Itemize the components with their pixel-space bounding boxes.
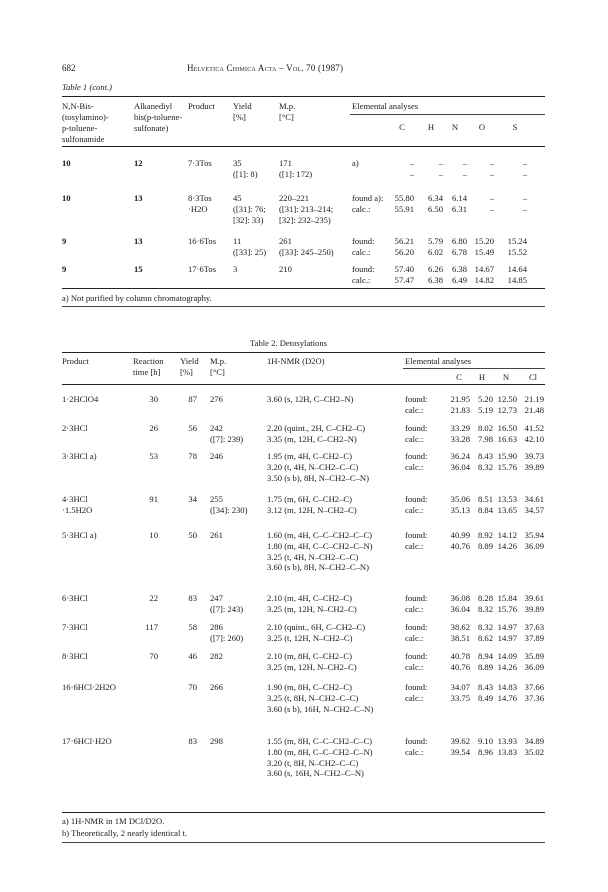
- table1-row-2-product-line-0: 16·6Tos: [188, 236, 217, 246]
- table2-row-6-calc-1: 8.62: [477, 632, 493, 643]
- table2-row-9-calc-2: 13.83: [497, 746, 517, 757]
- table2-row-0-calc-3: 21.48: [524, 404, 544, 415]
- table2-row-5-found-label: found:: [405, 593, 428, 603]
- table1-row-2-yield-line-0: 11: [233, 236, 242, 246]
- table2-row-0-product-line-0: 1·2HClO4: [62, 394, 99, 404]
- table2-footnote-b: b) Theoretically, 2 nearly identical t.: [62, 828, 188, 838]
- table1-row-3-ea-0-1: 6.26: [427, 264, 443, 274]
- table1-row-1-product-line-0: 8·3Tos: [188, 193, 212, 203]
- table1-row-2-yield-line-1: ([33]: 25): [233, 247, 267, 257]
- table2-row-7-found-1: 8.94: [477, 651, 493, 661]
- page-number: 682: [62, 63, 76, 73]
- table2-row-6-product-line-0: 7·3HCl: [62, 622, 88, 632]
- table2-row-9-found-label: found:: [405, 736, 428, 746]
- table1-row-1-ea-label-line-1: calc.:: [352, 204, 371, 214]
- table1-row-3-ea-1-1: 6.38: [427, 275, 443, 285]
- table1-row-3-ea-1-0: 57.47: [394, 275, 414, 285]
- table2-col-nmr-header: 1H-NMR (D2O): [267, 356, 325, 366]
- table2-row-2-calc-0: 36.04: [450, 461, 470, 472]
- table2-element-header-Cl: Cl: [528, 372, 538, 382]
- table2-row-2-mp-line-0: 246: [210, 451, 223, 461]
- table2-row-4-found-label: found:: [405, 530, 428, 540]
- table2-row-5-time: 22: [149, 593, 158, 603]
- table2-row-3-nmr-line-1: 3.12 (m, 12H, N–CH2–C): [267, 504, 357, 515]
- table1-row-1-product-line-1: ·H2O: [188, 204, 208, 214]
- table1-row-2-ea-0-0: 56.21: [394, 236, 414, 246]
- table2-row-0-found-1: 5.20: [477, 394, 493, 404]
- table1-row-2-sulfonamide: 9: [62, 236, 67, 246]
- table2-row-3-product-line-1: ·1.5H2O: [62, 504, 93, 515]
- table2-row-0-found-3: 21.19: [524, 394, 544, 404]
- table2-row-4-calc-label: calc.:: [405, 540, 424, 551]
- table2-row-2-nmr-line-1: 3.20 (t, 4H, N–CH2–C–C): [267, 461, 359, 472]
- table2-row-2-product-line-0: 3·3HCl a): [62, 451, 97, 461]
- table2-row-3-found-1: 8.51: [477, 494, 493, 504]
- table2-row-7-found-label: found:: [405, 651, 428, 661]
- table1-row-1-ea-label-line-0: found a):: [352, 193, 384, 203]
- table1-row-3-ea-1-4: 14.85: [507, 275, 527, 285]
- table2-row-5-yield: 83: [188, 593, 197, 603]
- table2-row-6-found-2: 14.97: [497, 622, 517, 632]
- table2-row-6-mp-line-0: 286: [210, 622, 223, 632]
- table2-row-2-calc-label: calc.:: [405, 461, 424, 472]
- table2-row-7-calc-0: 40.76: [450, 661, 470, 672]
- table1-row-3-yield-line-0: 3: [233, 264, 238, 274]
- table1-row-2-ea-1-1: 6.02: [427, 247, 443, 257]
- table2-row-9-nmr-line-2: 3.20 (t, 8H, N–CH2–C–C): [267, 757, 359, 768]
- table2-row-2-found-label: found:: [405, 451, 428, 461]
- table2-col-yield-header-line-0: Yield: [180, 356, 199, 366]
- table2-row-8-yield: 70: [188, 682, 197, 692]
- table2-row-9-found-3: 34.89: [524, 736, 544, 746]
- table2-row-3-found-3: 34.61: [524, 494, 544, 504]
- table1-col-sulfonamide-header-line-3: sulfonamide: [62, 134, 105, 144]
- table2-row-1-time: 26: [149, 423, 158, 433]
- table1-row-3-ea-label-line-1: calc.:: [352, 275, 371, 285]
- table1-row-1-ea-1-0: 55.91: [394, 204, 414, 214]
- table2-row-8-found-2: 14.83: [497, 682, 517, 692]
- table2-row-8-calc-0: 33.75: [450, 692, 470, 703]
- table2-row-8-calc-label: calc.:: [405, 692, 424, 703]
- table2-row-4-calc-3: 36.09: [524, 540, 544, 551]
- table1-row-0-ea-1-1: –: [438, 169, 443, 179]
- table2-row-0-found-0: 21.95: [450, 394, 470, 404]
- table2-row-9-nmr-line-3: 3.60 (s, 16H, N–CH2–C–N): [267, 768, 364, 779]
- table2-row-8-nmr-line-0: 1.90 (m, 8H, C–CH2–C): [267, 682, 352, 692]
- table1-row-2-ea-1-2: 6.78: [451, 247, 467, 257]
- table1-row-0-ea-0-0: –: [409, 158, 414, 168]
- table2-footnote-rule: [62, 842, 545, 843]
- table2-row-7-nmr-line-0: 2.10 (m, 8H, C–CH2–C): [267, 651, 352, 661]
- table2-row-9-yield: 83: [188, 736, 197, 746]
- table2-row-6-calc-3: 37.89: [524, 632, 544, 643]
- table1-row-1-ea-0-1: 6.34: [427, 193, 443, 203]
- table2-row-5-nmr-line-1: 3.25 (m, 12H, N–CH2–C): [267, 603, 357, 614]
- table2-row-6-calc-2: 14.97: [497, 632, 517, 643]
- table2-row-2-found-2: 15.90: [497, 451, 517, 461]
- table2-row-7-calc-1: 8.89: [477, 661, 493, 672]
- table1-footnote: a) Not purified by column chromatography.: [62, 293, 212, 303]
- table1-row-2-mp-line-0: 261: [279, 236, 292, 246]
- table2-row-8-calc-2: 14.76: [497, 692, 517, 703]
- table2-row-4-calc-1: 8.89: [477, 540, 493, 551]
- table2-row-8-found-3: 37.66: [524, 682, 544, 692]
- table1-row-0-ea-1-4: –: [522, 169, 527, 179]
- table1-row-1-yield-line-2: [32]: 33): [233, 215, 264, 225]
- table1-caption: Table 1 (cont.): [62, 82, 113, 92]
- table1-col-alkanediyl-header-line-0: Alkanediyl: [134, 101, 173, 111]
- table1-row-3-ea-0-0: 57.40: [394, 264, 414, 274]
- table2-row-6-yield: 58: [188, 622, 197, 632]
- table2-row-2-found-3: 39.73: [524, 451, 544, 461]
- table2-row-1-mp-line-0: 242: [210, 423, 223, 433]
- table2-row-9-mp-line-0: 298: [210, 736, 223, 746]
- table2-row-0-found-label: found:: [405, 394, 428, 404]
- table2-row-3-yield: 34: [188, 494, 197, 504]
- table2-row-5-product-line-0: 6·3HCl: [62, 593, 88, 603]
- table1-row-0-sulfonamide: 10: [62, 158, 71, 168]
- table1-row-1-mp-line-1: ([31]: 213–214;: [279, 204, 334, 214]
- table2-row-1-found-3: 41.52: [524, 423, 544, 433]
- table2-row-8-nmr-line-1: 3.25 (t, 8H, N–CH2–C–C): [267, 692, 359, 703]
- table2-row-4-time: 10: [149, 530, 158, 540]
- table1-row-3-ea-1-3: 14.82: [474, 275, 494, 285]
- table2-col-mp-header-line-0: M.p.: [210, 356, 227, 366]
- table1-element-header-O: O: [478, 122, 486, 132]
- table2-row-5-calc-2: 15.76: [497, 603, 517, 614]
- table2-row-1-mp-line-1: ([7]: 239): [210, 433, 244, 444]
- table1-row-1-ea-1-4: –: [522, 204, 527, 214]
- table1-element-header-H: H: [427, 122, 435, 132]
- table2-row-3-found-0: 35.06: [450, 494, 470, 504]
- table2-row-4-nmr-line-1: 1.80 (m, 4H, C–C–CH2–C–N): [267, 540, 373, 551]
- table2-row-9-found-0: 39.62: [450, 736, 470, 746]
- table2-row-3-nmr-line-0: 1.75 (m, 6H, C–CH2–C): [267, 494, 352, 504]
- table2-row-5-found-3: 39.61: [524, 593, 544, 603]
- table2-row-6-calc-label: calc.:: [405, 632, 424, 643]
- table1-row-1-yield-line-1: ([31]: 76;: [233, 204, 266, 214]
- table1-row-0-yield-line-1: ([1]: 8): [233, 169, 258, 179]
- table1-row-0-mp-line-0: 171: [279, 158, 292, 168]
- table2-row-5-mp-line-1: ([7]: 243): [210, 603, 244, 614]
- table2-row-9-nmr-line-1: 1.80 (m, 8H, C–C–CH2–C–N): [267, 746, 373, 757]
- table2-element-header-C: C: [456, 372, 462, 382]
- table2-row-5-found-2: 15.84: [497, 593, 517, 603]
- table1-row-3-ea-0-3: 14.67: [474, 264, 494, 274]
- table1-row-0-ea-0-4: –: [522, 158, 527, 168]
- table2-row-3-mp-line-1: ([34]: 230): [210, 504, 248, 515]
- table2-row-6-nmr-line-1: 3.25 (t, 12H, N–CH2–C): [267, 632, 353, 643]
- table2-row-3-calc-3: 34.57: [524, 504, 544, 515]
- table1-row-3-ea-label-line-0: found:: [352, 264, 375, 274]
- table2-row-6-found-1: 8.32: [477, 622, 493, 632]
- table1-row-3-product-line-0: 17·6Tos: [188, 264, 217, 274]
- table2-row-9-found-1: 9.10: [477, 736, 493, 746]
- table2-row-2-calc-3: 39.89: [524, 461, 544, 472]
- table2-col-yield-header-line-1: [%]: [180, 367, 193, 377]
- table2-row-1-found-0: 33.29: [450, 423, 470, 433]
- table1-col-alkanediyl-header-line-1: bis(p-toluene-: [134, 112, 183, 122]
- table2-row-4-found-2: 14.12: [497, 530, 517, 540]
- table2-row-2-found-0: 36.24: [450, 451, 470, 461]
- table1-row-2-ea-1-0: 56.20: [394, 247, 414, 257]
- table1-row-0-ea-1-3: –: [489, 169, 494, 179]
- table2-row-8-found-label: found:: [405, 682, 428, 692]
- table2-row-4-found-3: 35.94: [524, 530, 544, 540]
- table2-col-mp-header-line-1: [°C]: [210, 367, 225, 377]
- table1-row-0-ea-0-2: –: [462, 158, 467, 168]
- table2-row-2-yield: 78: [188, 451, 197, 461]
- table2-col-product-header: Product: [62, 356, 89, 366]
- table2-row-3-product-line-0: 4·3HCl: [62, 494, 88, 504]
- table1-col-sulfonamide-header-line-1: (tosylamino)-: [62, 112, 109, 122]
- table2-row-8-calc-1: 8.49: [477, 692, 493, 703]
- table2-row-3-calc-2: 13.65: [497, 504, 517, 515]
- table2-row-2-found-1: 8.43: [477, 451, 493, 461]
- table2-row-1-calc-3: 42.10: [524, 433, 544, 444]
- table2-row-5-mp-line-0: 247: [210, 593, 223, 603]
- table2-row-2-calc-2: 15.76: [497, 461, 517, 472]
- table2-row-2-nmr-line-0: 1.95 (m, 4H, C–CH2–C): [267, 451, 352, 461]
- table1-row-0-product-line-0: 7·3Tos: [188, 158, 212, 168]
- table2-row-5-nmr-line-0: 2.10 (m, 4H, C–CH2–C): [267, 593, 352, 603]
- table2-caption: Table 2. Detosylations: [250, 338, 327, 348]
- table1-row-1-ea-1-3: –: [489, 204, 494, 214]
- table1-row-1-ea-0-2: 6.14: [451, 193, 467, 203]
- table1-row-0-ea-0-1: –: [438, 158, 443, 168]
- table1-row-2-ea-0-2: 6.80: [451, 236, 467, 246]
- table2-row-4-found-0: 40.99: [450, 530, 470, 540]
- table2-row-0-time: 30: [149, 394, 158, 404]
- table2-row-9-calc-3: 35.02: [524, 746, 544, 757]
- table2-row-2-time: 53: [149, 451, 158, 461]
- table2-row-1-calc-1: 7.98: [477, 433, 493, 444]
- table2-row-1-calc-label: calc.:: [405, 433, 424, 444]
- table2-row-7-nmr-line-1: 3.25 (m, 12H, N–CH2–C): [267, 661, 357, 672]
- table2-row-8-calc-3: 37.36: [524, 692, 544, 703]
- table1-top-rule: [62, 96, 545, 97]
- table1-row-2-ea-0-4: 15.24: [507, 236, 527, 246]
- table2-row-8-nmr-line-2: 3.60 (s b), 16H, N–CH2–C–N): [267, 703, 374, 714]
- table2-row-6-found-0: 38.62: [450, 622, 470, 632]
- table1-row-2-ea-1-3: 15.49: [474, 247, 494, 257]
- table1-footnote-rule: [62, 306, 545, 307]
- table2-element-header-H: H: [478, 372, 486, 382]
- table1-row-3-ea-0-2: 6.38: [451, 264, 467, 274]
- table2-row-0-nmr-line-0: 3.60 (s, 12H, C–CH2–N): [267, 394, 354, 404]
- table2-row-7-calc-2: 14.26: [497, 661, 517, 672]
- table1-row-3-sulfonamide: 9: [62, 264, 67, 274]
- table1-row-1-mp-line-2: [32]: 232–235): [279, 215, 331, 225]
- table2-row-3-mp-line-0: 255: [210, 494, 223, 504]
- table1-col-product-header: Product: [188, 101, 215, 111]
- table2-bottom-rule: [62, 812, 545, 813]
- table2-row-4-nmr-line-2: 3.25 (t, 4H, N–CH2–C–C): [267, 551, 359, 562]
- table2-footnote-a: a) 1H-NMR in 1M DCl/D2O.: [62, 816, 165, 826]
- table1-bottom-rule: [62, 288, 545, 289]
- table2-row-0-calc-0: 21.83: [450, 404, 470, 415]
- table2-row-9-calc-1: 8.96: [477, 746, 493, 757]
- table1-header-rule: [62, 146, 545, 147]
- table2-row-1-found-1: 8.02: [477, 423, 493, 433]
- table1-element-header-S: S: [512, 122, 518, 132]
- table2-row-6-calc-0: 38.51: [450, 632, 470, 643]
- table1-row-1-ea-1-2: 6.31: [451, 204, 467, 214]
- table1-row-0-mp-line-1: ([1]: 172): [279, 169, 313, 179]
- table1-row-0-ea-1-2: –: [462, 169, 467, 179]
- table2-row-4-nmr-line-3: 3.60 (s b), 8H, N–CH2–C–N): [267, 562, 369, 573]
- table2-row-3-calc-1: 8.84: [477, 504, 493, 515]
- table2-row-4-mp-line-0: 261: [210, 530, 223, 540]
- table2-row-8-found-0: 34.07: [450, 682, 470, 692]
- table1-row-2-ea-label-line-1: calc.:: [352, 247, 371, 257]
- table2-row-8-product-line-0: 16·6HCl·2H2O: [62, 682, 116, 692]
- table2-row-9-product-line-0: 17·6HCl·H2O: [62, 736, 112, 746]
- table2-row-7-product-line-0: 8·3HCl: [62, 651, 88, 661]
- table1-row-3-mp-line-0: 210: [279, 264, 292, 274]
- table2-row-5-calc-0: 36.04: [450, 603, 470, 614]
- table1-row-1-yield-line-0: 45: [233, 193, 242, 203]
- table1-row-0-yield-line-0: 35: [233, 158, 242, 168]
- table2-header-rule: [62, 384, 545, 385]
- table2-row-7-yield: 46: [188, 651, 197, 661]
- table2-row-4-calc-2: 14.26: [497, 540, 517, 551]
- table2-col-time-header-line-1: time [h]: [133, 367, 161, 377]
- table1-row-1-ea-1-1: 6.50: [427, 204, 443, 214]
- table2-row-1-yield: 56: [188, 423, 197, 433]
- table1-col-sulfonamide-header-line-0: N,N-Bis-: [62, 101, 94, 111]
- table2-row-2-calc-1: 8.32: [477, 461, 493, 472]
- table1-row-2-mp-line-1: ([33]: 245–250): [279, 247, 334, 257]
- table2-col-time-header-line-0: Reaction: [133, 356, 164, 366]
- running-head: Helvetica Chimica Acta – Vol. 70 (1987): [187, 63, 344, 73]
- table1-row-0-ea-label-line-0: a): [352, 158, 359, 168]
- table2-row-4-yield: 50: [188, 530, 197, 540]
- table2-row-0-calc-2: 12.73: [497, 404, 517, 415]
- table2-row-7-calc-3: 36.09: [524, 661, 544, 672]
- table2-row-3-found-label: found:: [405, 494, 428, 504]
- table2-row-1-calc-0: 33.28: [450, 433, 470, 444]
- table2-row-9-found-2: 13.93: [497, 736, 517, 746]
- table2-row-1-found-label: found:: [405, 423, 428, 433]
- table1-ea-subrule: [350, 114, 545, 115]
- table1-row-2-ea-0-3: 15.20: [474, 236, 494, 246]
- table2-row-8-mp-line-0: 266: [210, 682, 223, 692]
- table2-row-3-calc-label: calc.:: [405, 504, 424, 515]
- table1-col-ea-header: Elemental analyses: [352, 101, 419, 111]
- table1-row-1-alkanediyl: 13: [134, 193, 143, 203]
- table1-row-3-ea-1-2: 6.49: [451, 275, 467, 285]
- table2-row-6-found-3: 37.63: [524, 622, 544, 632]
- table1-row-1-ea-0-4: –: [522, 193, 527, 203]
- table2-col-ea-header: Elemental analyses: [405, 356, 472, 366]
- table2-row-2-nmr-line-2: 3.50 (s b), 8H, N–CH2–C–N): [267, 472, 369, 483]
- table2-element-header-N: N: [502, 372, 510, 382]
- table2-row-7-calc-label: calc.:: [405, 661, 424, 672]
- table2-row-5-calc-3: 39.89: [524, 603, 544, 614]
- table2-row-7-found-0: 40.78: [450, 651, 470, 661]
- table1-col-mp-header-line-1: [°C]: [279, 112, 294, 122]
- table1-row-3-alkanediyl: 15: [134, 264, 143, 274]
- table1-row-2-ea-label-line-0: found:: [352, 236, 375, 246]
- table1-col-mp-header-line-0: M.p.: [279, 101, 296, 111]
- table2-row-3-found-2: 13.53: [497, 494, 517, 504]
- table2-row-7-time: 70: [149, 651, 158, 661]
- table2-row-9-calc-0: 39.54: [450, 746, 470, 757]
- table2-row-0-found-2: 12.50: [497, 394, 517, 404]
- table2-row-6-time: 117: [145, 622, 158, 632]
- table2-row-6-found-label: found:: [405, 622, 428, 632]
- table1-row-1-ea-0-3: –: [489, 193, 494, 203]
- table2-row-4-calc-0: 40.76: [450, 540, 470, 551]
- table1-element-header-N: N: [451, 122, 459, 132]
- table2-row-9-calc-label: calc.:: [405, 746, 424, 757]
- table2-row-5-found-0: 36.08: [450, 593, 470, 603]
- table1-row-0-ea-1-0: –: [409, 169, 414, 179]
- table1-row-1-sulfonamide: 10: [62, 193, 71, 203]
- table2-row-5-calc-1: 8.32: [477, 603, 493, 614]
- table2-row-3-time: 91: [149, 494, 158, 504]
- table2-row-7-mp-line-0: 282: [210, 651, 223, 661]
- table2-row-0-calc-label: calc.:: [405, 404, 424, 415]
- table2-row-0-yield: 87: [188, 394, 197, 404]
- table2-row-4-product-line-0: 5·3HCl a): [62, 530, 97, 540]
- table2-row-1-nmr-line-1: 3.35 (m, 12H, C–CH2–N): [267, 433, 357, 444]
- table2-row-0-mp-line-0: 276: [210, 394, 223, 404]
- table1-col-yield-header-line-0: Yield: [233, 101, 252, 111]
- table2-ea-subrule: [403, 368, 545, 369]
- table1-row-2-alkanediyl: 13: [134, 236, 143, 246]
- table2-row-1-found-2: 16.50: [497, 423, 517, 433]
- table1-row-2-ea-1-4: 15.52: [507, 247, 527, 257]
- table2-row-1-calc-2: 16.63: [497, 433, 517, 444]
- table2-row-5-found-1: 8.28: [477, 593, 493, 603]
- table1-row-0-ea-0-3: –: [489, 158, 494, 168]
- table1-row-1-ea-0-0: 55.80: [394, 193, 414, 203]
- table1-col-sulfonamide-header-line-2: p-toluene-: [62, 123, 98, 133]
- table2-row-1-product-line-0: 2·3HCl: [62, 423, 88, 433]
- table2-top-rule: [62, 352, 545, 353]
- table2-row-3-calc-0: 35.13: [450, 504, 470, 515]
- table2-row-4-found-1: 8.92: [477, 530, 493, 540]
- table2-row-6-mp-line-1: ([7]: 260): [210, 632, 244, 643]
- table2-row-7-found-2: 14.09: [497, 651, 517, 661]
- table2-row-4-nmr-line-0: 1.60 (m, 4H, C–C–CH2–C–C): [267, 530, 373, 540]
- table1-col-alkanediyl-header-line-2: sulfonate): [134, 123, 169, 133]
- table2-row-8-found-1: 8.43: [477, 682, 493, 692]
- table2-row-7-found-3: 35.89: [524, 651, 544, 661]
- table1-row-0-alkanediyl: 12: [134, 158, 143, 168]
- table2-row-6-nmr-line-0: 2.10 (quint., 6H, C–CH2–C): [267, 622, 366, 632]
- table1-row-2-ea-0-1: 5.79: [427, 236, 443, 246]
- table2-row-0-calc-1: 5.19: [477, 404, 493, 415]
- table1-row-3-ea-0-4: 14.64: [507, 264, 527, 274]
- table1-row-1-mp-line-0: 220–221: [279, 193, 310, 203]
- table2-row-5-calc-label: calc.:: [405, 603, 424, 614]
- table2-row-1-nmr-line-0: 2.20 (quint., 2H, C–CH2–C): [267, 423, 366, 433]
- table2-row-9-nmr-line-0: 1.55 (m, 8H, C–C–CH2–C–C): [267, 736, 373, 746]
- table1-element-header-C: C: [399, 122, 405, 132]
- table1-col-yield-header-line-1: [%]: [233, 112, 246, 122]
